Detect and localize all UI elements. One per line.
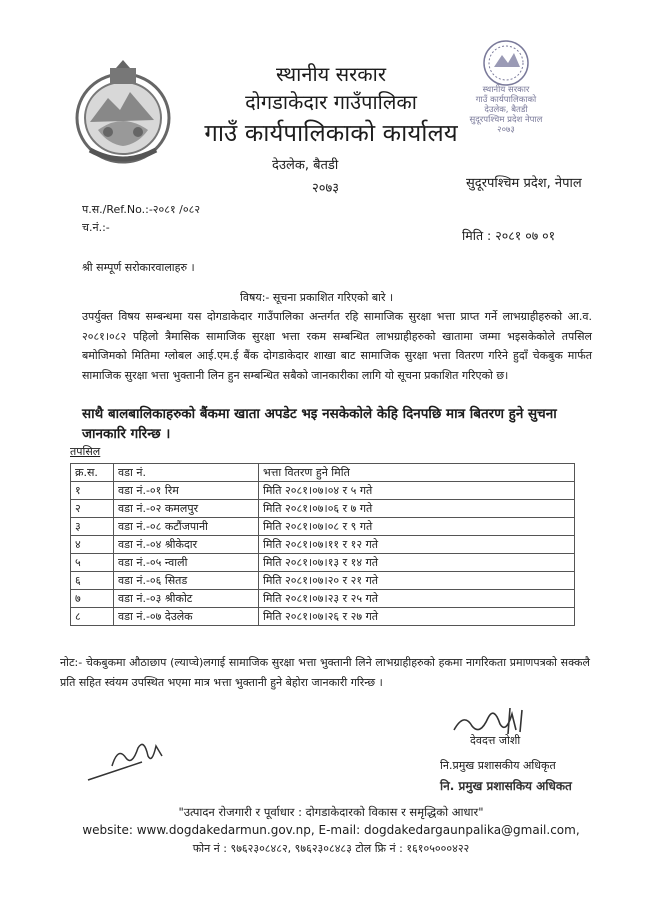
cell-date: मिति २०८१।०७।०८ र ९ गते [259, 518, 575, 536]
cell-serial: ५ [71, 554, 114, 572]
letter-date: मिति : २०८१ ०७ ०१ [462, 228, 556, 243]
header-local-government: स्थानीय सरकार [276, 62, 386, 86]
table-row [71, 590, 575, 608]
header-established-year: २०७३ [312, 181, 340, 196]
table-header-row [71, 464, 575, 482]
header-office-name: गाउँ कार्यपालिकाको कार्यालय [204, 119, 458, 147]
notice-body-bold: साथै बालबालिकाहरुको बैंकमा खाता अपडेट भइ नसकेकोले केहि दिनपछि मात्र बितरण हुने सुचना जानकारि गरिन्छ । [82, 406, 557, 442]
table-row [71, 608, 575, 626]
stamp-line3: देउलेक, बैतडी [484, 105, 528, 115]
left-signature-icon [82, 732, 172, 787]
cell-date: मिति २०८१।०७।२० र २१ गते [259, 572, 575, 590]
signatory-name: देवदत्त जोशी [470, 734, 521, 747]
addressee: श्री सम्पूर्ण सरोकारवालाहरु । [82, 261, 195, 274]
dispatch-number: च.नं.:- [82, 221, 110, 234]
cell-ward: वडा नं.-०४ श्रीकेदार [114, 536, 259, 554]
footer-contact: website: www.dogdakedarmun.gov.np, E-mail: dogdakedargaunpalika@gmail.com, [82, 823, 580, 837]
stamp-line5: २०७३ [497, 125, 515, 135]
table-row [71, 554, 575, 572]
header-date: भत्ता वितरण हुने मिति [259, 464, 575, 482]
cell-ward: वडा नं.-०२ कमलपुर [114, 500, 259, 518]
stamp-line2: गाउँ कार्यपालिकाको [475, 95, 537, 105]
stamp-line1: स्थानीय सरकार [482, 85, 530, 95]
subject-line: विषय:- सूचना प्रकाशित गरिएको बारे । [240, 291, 394, 304]
table-row [71, 536, 575, 554]
cell-serial: ७ [71, 590, 114, 608]
cell-ward: वडा नं.-०५ न्वाली [114, 554, 259, 572]
cell-serial: ३ [71, 518, 114, 536]
cell-date: मिति २०८१।०७।११ र १२ गते [259, 536, 575, 554]
cell-date: मिति २०८१।०७।१३ र १४ गते [259, 554, 575, 572]
notice-body: उपर्युक्त विषय सम्बन्धमा यस दोगडाकेदार गाउँपालिका अन्तर्गत रहि सामाजिक सुरक्षा भत्ता प्राप्त गर्ने लाभग्राहीहरुको आ.व. २०८१।०८२ पहिलो त्रैमासिक सामाजिक सुरक्षा भत्ता रकम सम्बन्धित लाभग्राहीहरुको खातामा जम्मा भइसकेकोले तपसिल बमोजिमको मितिमा ग्लोबल आई.एम.ई बैंक दोगडाकेदार शाखा बाट सामाजिक सुरक्षा भत्ता वितरण गरिने हुदाँ चेकबुक मार्फत सामाजिक सुरक्षा भत्ता भुक्तानी लिन हुन सम्बन्धित सबैको जानकारीका लागि यो सूचना प्रकाशित गरिएको छ। [82, 310, 592, 382]
signatory-title: नि.प्रमुख प्रशासकीय अधिकृत [440, 759, 556, 772]
cell-serial: १ [71, 482, 114, 500]
cell-serial: ४ [71, 536, 114, 554]
table-row [71, 482, 575, 500]
cell-ward: वडा नं.-०१ रिम [114, 482, 259, 500]
cell-date: मिति २०८१।०७।२३ र २५ गते [259, 590, 575, 608]
header-place: देउलेक, बैतडी [272, 158, 339, 173]
table-row [71, 572, 575, 590]
table-row [71, 518, 575, 536]
cell-ward: वडा नं.-०३ श्रीकोट [114, 590, 259, 608]
header-province: सुदूरपश्चिम प्रदेश, नेपाल [466, 176, 582, 191]
cell-serial: २ [71, 500, 114, 518]
cell-ward: वडा नं.-०६ सितड [114, 572, 259, 590]
header-municipality-name: दोगडाकेदार गाउँपालिका [245, 90, 417, 114]
header-ward: वडा नं. [114, 464, 259, 482]
cell-serial: ६ [71, 572, 114, 590]
distribution-schedule-table [70, 463, 575, 626]
header-serial: क्र.स. [71, 464, 114, 482]
cell-date: मिति २०८१।०७।२६ र २७ गते [259, 608, 575, 626]
note-text: नोट:- चेकबुकमा औठाछाप (ल्याप्चे)लगाई सामाजिक सुरक्षा भत्ता भुक्तानी लिने लाभग्राहीहरुको हकमा नागरिकता प्रमाणपत्रको सक्कलै प्रति सहित स्वंयम उपस्थित भएमा मात्र भत्ता भुक्तानी हुने बेहोरा जानकारी गरिन्छ । [60, 656, 590, 689]
table-row [71, 500, 575, 518]
cell-serial: ८ [71, 608, 114, 626]
stamp-line4: सुदूरपश्चिम प्रदेश नेपाल [469, 115, 543, 125]
cell-ward: वडा नं.-०७ देउलेक [114, 608, 259, 626]
reference-number: प.स./Ref.No.:-२०८१ /०८२ [82, 203, 201, 216]
cell-ward: वडा नं.-०८ कटौंजपानी [114, 518, 259, 536]
footer-phone: फोन नं : ९७६२३०८४८२, ९७६२३०८४८३ टोल फ्रि नं : १६१०५०००४२२ [192, 842, 470, 855]
footer-slogan: "उत्पादन रोजगारी र पूर्वाधार : दोगडाकेदारको विकास र समृद्धिको आधार" [178, 805, 484, 819]
cell-date: मिति २०८१।०७।०४ र ५ गते [259, 482, 575, 500]
table-caption: तपसिल [70, 445, 101, 458]
signatory-stamp: नि. प्रमुख प्रशासकिय अधिकत [440, 779, 572, 793]
cell-date: मिति २०८१।०७।०६ र ७ गते [259, 500, 575, 518]
